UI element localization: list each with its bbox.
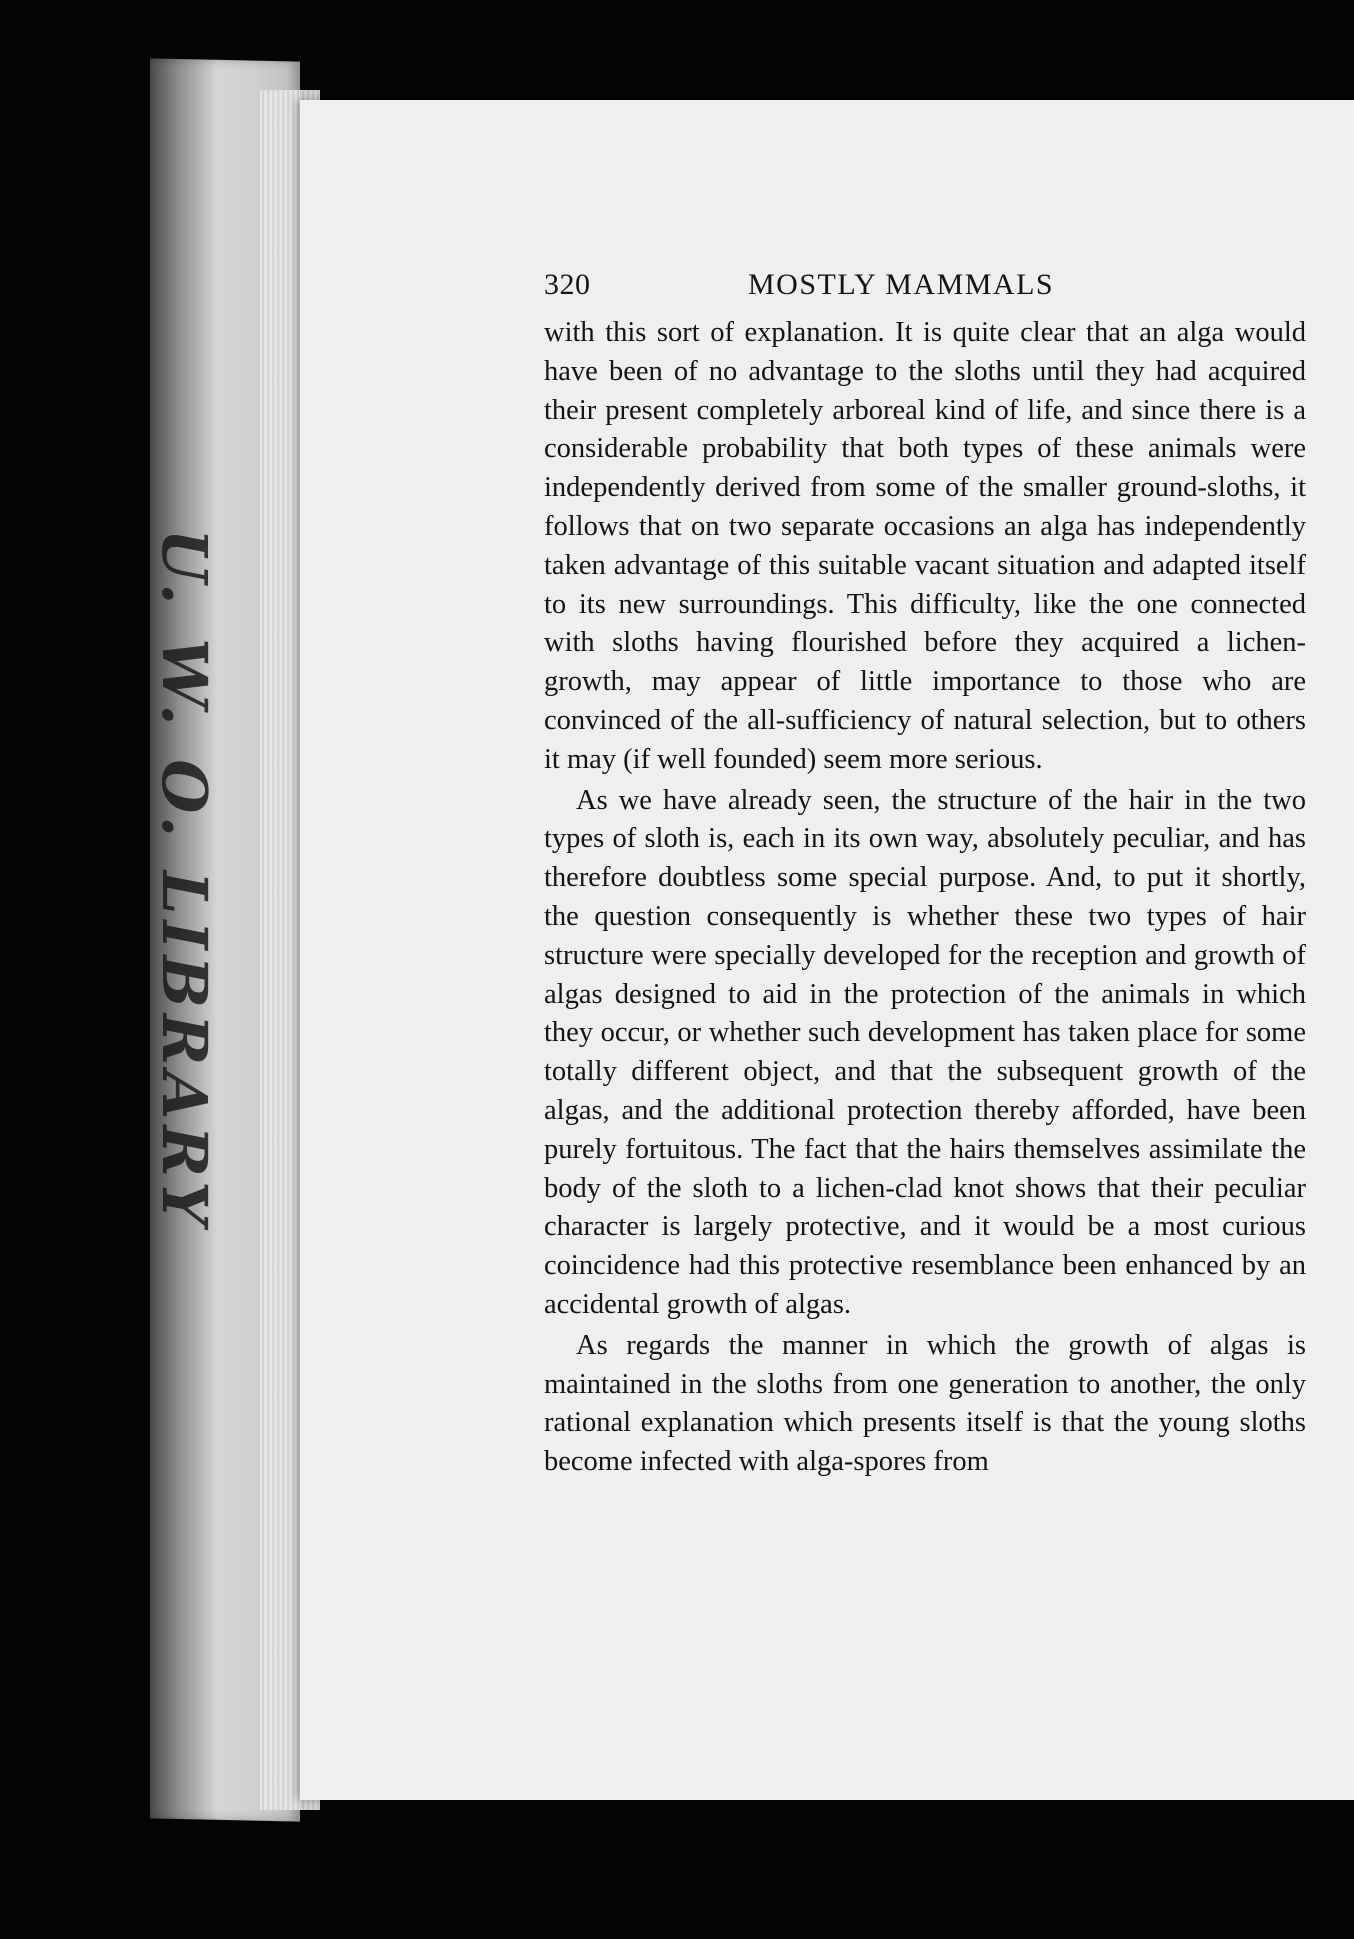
library-stamp-text: U. W. O. LIBRARY (148, 528, 222, 1232)
running-title: MOSTLY MAMMALS (748, 268, 1055, 301)
paragraph-2: As we have already seen, the structure of the hair in the two types of sloth is, each in its own way, absolutely peculiar, and has therefore doubtless some special purpose. And, to put it shortly, the question consequently is whether these two types of hair structure were specially developed for the reception and growth of algas designed to aid in the protection of the animals in which they occur, or whether such development has taken place for some totally different object, and that the subsequent growth of the algas, and the additional protection thereby afforded, have been purely fortuitous. The fact that the hairs themselves assimilate the body of the sloth to a lichen-clad knot shows that their peculiar character is largely protective, and it would be a most curious coincidence had this protective resemblance been enhanced by an accidental growth of algas. (544, 784, 1306, 1320)
paragraph-3: As regards the manner in which the growth of algas is maintained in the sloths from one generation to another, the only rational explanation which presents itself is that the young sloths become infected with alga-spores from (544, 1329, 1306, 1478)
running-head (544, 268, 1306, 310)
page-number: 320 (544, 268, 591, 301)
page-text-block (544, 268, 1306, 1482)
paragraph-1: with this sort of explanation. It is quite clear that an alga would have been of no advantage to the sloths until they had acquired their present completely arboreal kind of life, and since there is a considerable probability that both types of these animals were independently derived from some of the smaller ground-sloths, it follows that on two separate occasions an alga has independently taken advantage of this suitable vacant situation and adapted itself to its new surroundings. This difficulty, like the one connected with sloths having flourished before they acquired a lichen-growth, may appear of little importance to those who are convinced of the all-sufficiency of natural selection, but to others it may (if well founded) seem more serious. (544, 317, 1306, 775)
